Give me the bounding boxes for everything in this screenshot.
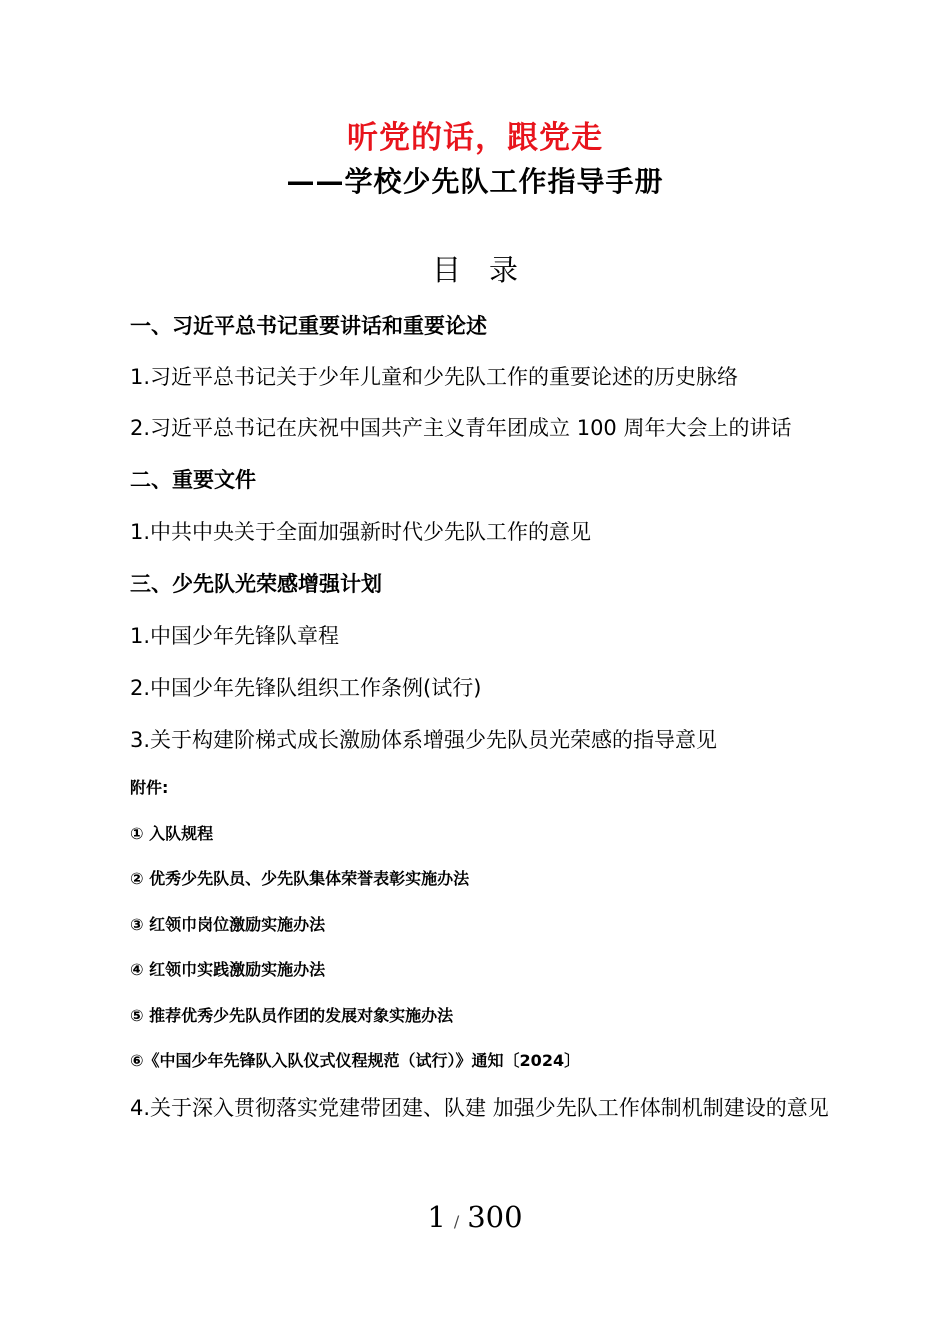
toc-section-1[interactable]: 一、习近平总书记重要讲话和重要论述: [130, 314, 487, 338]
toc-item[interactable]: 1.中共中央关于全面加强新时代少先队工作的意见: [130, 520, 592, 544]
toc-heading-char: 录: [489, 253, 547, 287]
attachment-item[interactable]: ① 入队规程: [130, 824, 214, 843]
toc-item[interactable]: 1.习近平总书记关于少年儿童和少先队工作的重要论述的历史脉络: [130, 365, 739, 389]
toc-item[interactable]: 2.中国少年先锋队组织工作条例(试行): [130, 676, 482, 700]
page-total: 300: [467, 1200, 523, 1234]
toc-heading-char: 目: [431, 253, 489, 287]
page-number: [0, 1200, 950, 1234]
attachment-item[interactable]: ⑤ 推荐优秀少先队员作团的发展对象实施办法: [130, 1006, 454, 1025]
toc-item[interactable]: 1.中国少年先锋队章程: [130, 624, 340, 648]
toc-section-3[interactable]: 三、少先队光荣感增强计划: [130, 572, 382, 596]
document-subtitle: ——学校少先队工作指导手册: [286, 165, 664, 198]
toc-item-wrapped[interactable]: 4.关于深入贯彻落实党建带团建、队建 加强少先队工作体制机制建设的意见: [130, 1096, 829, 1120]
attachment-item[interactable]: ③ 红领巾岗位激励实施办法: [130, 915, 326, 934]
attachment-item[interactable]: ② 优秀少先队员、少先队集体荣誉表彰实施办法: [130, 869, 470, 888]
toc-section-2[interactable]: 二、重要文件: [130, 468, 256, 492]
toc-heading: [0, 248, 950, 289]
toc-item[interactable]: 2.习近平总书记在庆祝中国共产主义青年团成立 100 周年大会上的讲话: [130, 416, 792, 440]
attachments-label: 附件:: [130, 778, 169, 797]
page-current: 1: [427, 1200, 446, 1234]
page-separator: /: [453, 1212, 460, 1231]
attachment-item[interactable]: ⑥《中国少年先锋队入队仪式仪程规范（试行）》通知〔2024〕: [130, 1051, 581, 1070]
attachment-item[interactable]: ④ 红领巾实践激励实施办法: [130, 960, 326, 979]
document-title: 听党的话，跟党走: [347, 120, 603, 156]
toc-item[interactable]: 3.关于构建阶梯式成长激励体系增强少先队员光荣感的指导意见: [130, 728, 718, 752]
